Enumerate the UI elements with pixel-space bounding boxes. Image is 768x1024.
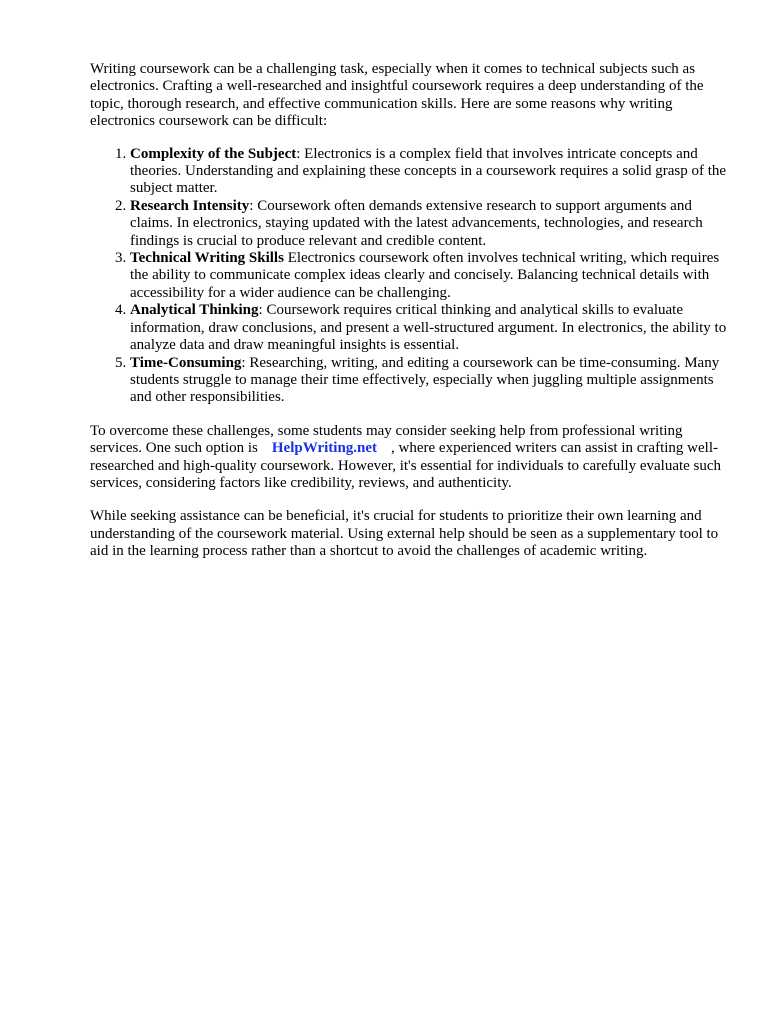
closing-paragraph: While seeking assistance can be beneficial, it's crucial for students to prioritize their own learning and understanding of the coursework material. Using external help should be seen as a supplementary tool to aid in the learning process rather than a shortcut to avoid the challenges of academic writing. — [90, 508, 719, 560]
helpwriting-link[interactable]: HelpWriting.net — [271, 440, 378, 457]
reason-text: : Electronics is a complex field that involves intricate concepts and theories. Understanding and explaining these concepts in a coursework requires a solid grasp of the subject matter. — [130, 145, 727, 197]
reasons-list — [90, 146, 730, 407]
list-item — [130, 250, 730, 302]
list-item — [130, 355, 730, 407]
list-item — [130, 198, 730, 250]
document-page — [90, 61, 730, 561]
list-item — [130, 302, 730, 354]
reason-text: Electronics coursework often involves technical writing, which requires the ability to communicate complex ideas clearly and concisely. Balancing technical details with accessibility for a wider audience can be challenging. — [130, 250, 720, 301]
help-text-after: , where experienced writers can assist in crafting well-researched and high-quality coursework. However, it's essential for individuals to carefully evaluate such services, considering factors like credibility, reviews, and authenticity. — [90, 440, 722, 491]
help-text-before: To overcome these challenges, some students may consider seeking help from professional writing services. One such option is — [90, 422, 683, 457]
reason-text: : Coursework often demands extensive research to support arguments and claims. In electronics, staying updated with the latest advancements, technologies, and research findings is crucial to produce relevant and credible content. — [130, 197, 703, 249]
reason-text: : Coursework requires critical thinking and analytical skills to evaluate information, draw conclusions, and present a well-structured argument. In electronics, the ability to analyze data and draw meaningful insights is essential. — [130, 302, 727, 354]
reason-term: Research Intensity — [130, 197, 250, 214]
intro-paragraph: Writing coursework can be a challenging task, especially when it comes to technical subjects such as electronics. Crafting a well-researched and insightful coursework requires a deep understanding of the topic, thorough research, and effective communication skills. Here are some reasons why writing electronics coursework can be difficult: — [90, 61, 704, 130]
reason-term: Time-Consuming — [130, 354, 242, 371]
list-item — [130, 146, 730, 198]
reason-term: Complexity of the Subject — [130, 145, 297, 162]
help-paragraph — [90, 423, 730, 493]
reason-term: Technical Writing Skills — [130, 250, 284, 267]
reason-term: Analytical Thinking — [130, 302, 259, 319]
reason-text: : Researching, writing, and editing a coursework can be time-consuming. Many students struggle to manage their time effectively, especially when juggling multiple assignments and other responsibilities. — [130, 354, 720, 406]
